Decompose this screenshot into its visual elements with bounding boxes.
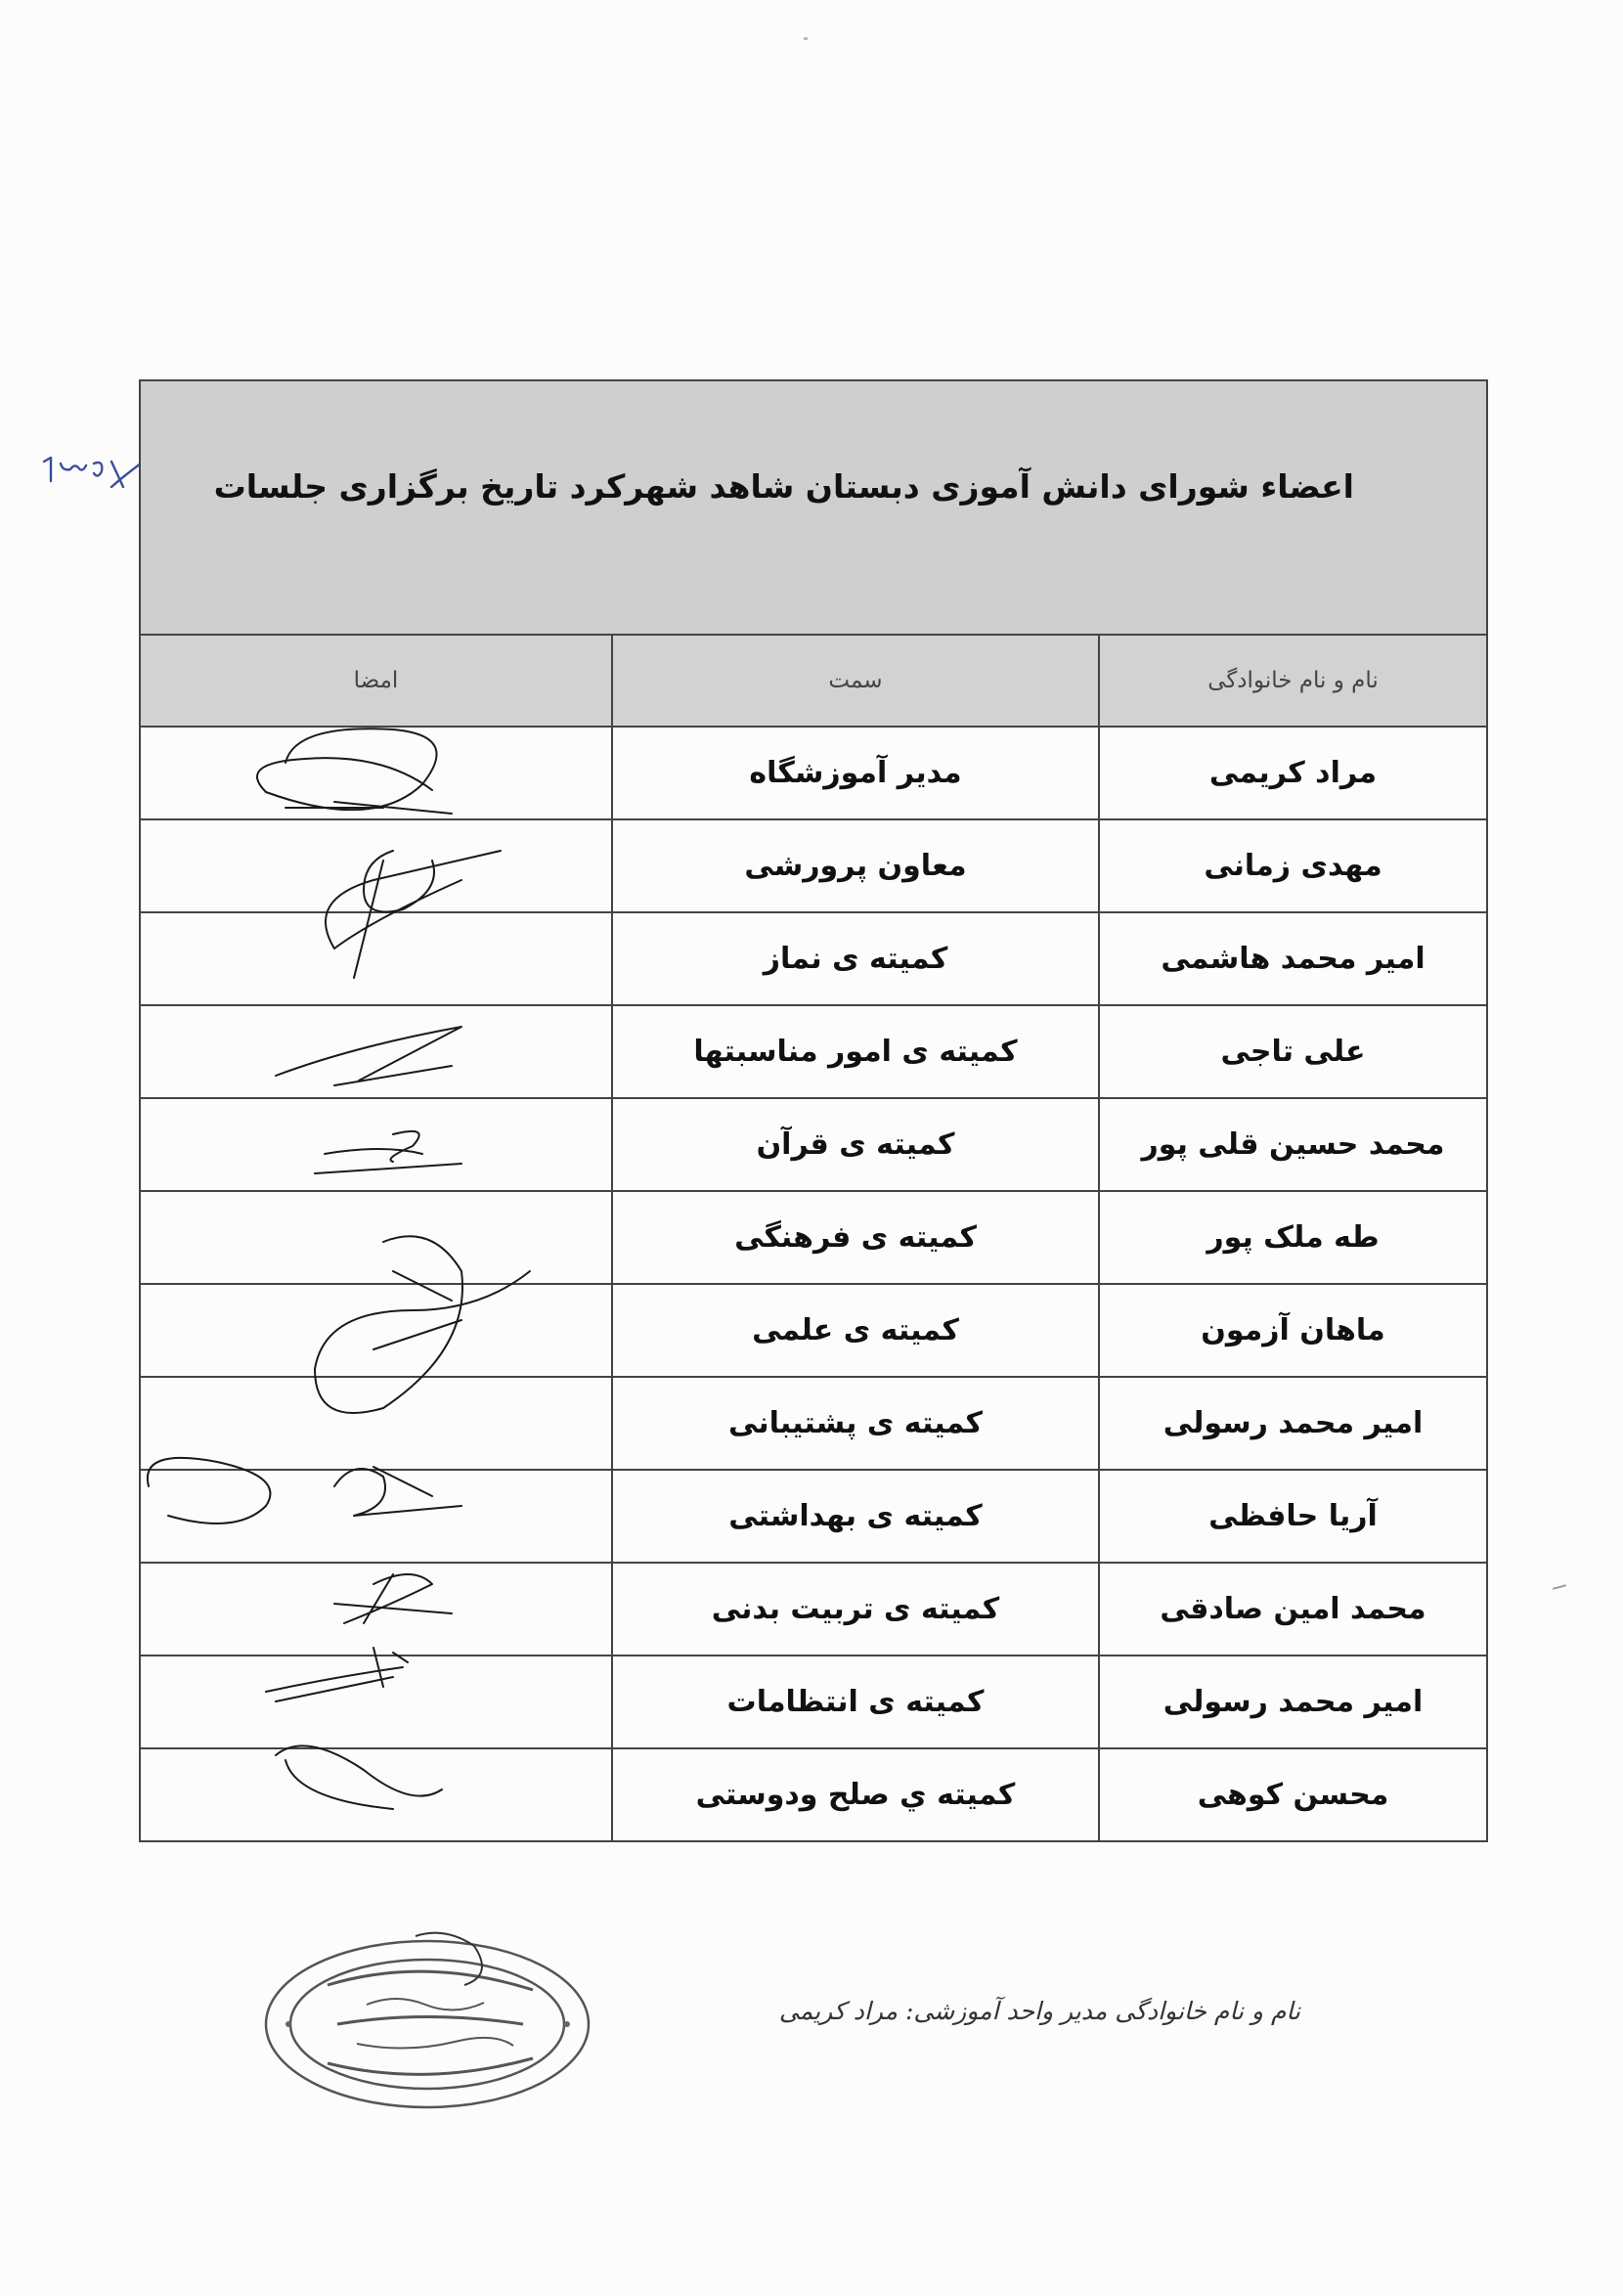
member-role: کمیته ی تربیت بدنی bbox=[612, 1563, 1099, 1656]
member-name: طه ملک پور bbox=[1099, 1191, 1486, 1284]
member-role: کمیته ی بهداشتی bbox=[612, 1470, 1099, 1563]
member-role: کمیته ی پشتیبانی bbox=[612, 1377, 1099, 1470]
member-role: مدیر آموزشگاه bbox=[612, 727, 1099, 819]
signature-cell bbox=[141, 1191, 612, 1284]
scan-dot bbox=[804, 37, 808, 40]
official-stamp bbox=[259, 1917, 596, 2137]
signature-cell bbox=[141, 819, 612, 912]
table-row bbox=[141, 1470, 1486, 1563]
signature-cell bbox=[141, 1005, 612, 1098]
member-name: ماهان آزمون bbox=[1099, 1284, 1486, 1377]
table-row bbox=[141, 1191, 1486, 1284]
member-role: کمیته ی امور مناسبتها bbox=[612, 1005, 1099, 1098]
members-sheet bbox=[139, 379, 1488, 1842]
table-row bbox=[141, 1748, 1486, 1840]
signature-cell bbox=[141, 1098, 612, 1191]
member-name: مراد کریمی bbox=[1099, 727, 1486, 819]
member-name: امیر محمد هاشمی bbox=[1099, 912, 1486, 1005]
member-name: محمد امین صادقی bbox=[1099, 1563, 1486, 1656]
member-role: کمیته ی نماز bbox=[612, 912, 1099, 1005]
table-row bbox=[141, 1284, 1486, 1377]
table-row bbox=[141, 1656, 1486, 1748]
signature-cell bbox=[141, 1656, 612, 1748]
member-role: کمیته ي صلح ودوستی bbox=[612, 1748, 1099, 1840]
signature-cell bbox=[141, 1284, 612, 1377]
principal-line: نام و نام خانوادگی مدیر واحد آموزشی: مراد کریمی bbox=[778, 1997, 1300, 2025]
member-name: محسن کوهی bbox=[1099, 1748, 1486, 1840]
column-header-role: سمت bbox=[612, 636, 1099, 727]
signature-cell bbox=[141, 1377, 612, 1470]
member-role: کمیته ی انتظامات bbox=[612, 1656, 1099, 1748]
scan-dash bbox=[1553, 1584, 1566, 1590]
signature-cell bbox=[141, 1470, 612, 1563]
table-row bbox=[141, 1563, 1486, 1656]
table-row bbox=[141, 819, 1486, 912]
signature-cell bbox=[141, 912, 612, 1005]
table-row bbox=[141, 1377, 1486, 1470]
table-header-row bbox=[141, 636, 1486, 727]
member-role: معاون پرورشی bbox=[612, 819, 1099, 912]
member-name: امیر محمد رسولی bbox=[1099, 1656, 1486, 1748]
signature-cell bbox=[141, 727, 612, 819]
column-header-signature: امضا bbox=[141, 636, 612, 727]
member-role: کمیته ی قرآن bbox=[612, 1098, 1099, 1191]
table-row bbox=[141, 727, 1486, 819]
member-name: مهدی زمانی bbox=[1099, 819, 1486, 912]
table-row bbox=[141, 912, 1486, 1005]
title-row bbox=[141, 381, 1486, 636]
column-header-name: نام و نام خانوادگی bbox=[1099, 636, 1486, 727]
member-role: کمیته ی علمی bbox=[612, 1284, 1099, 1377]
member-name: محمد حسین قلی پور bbox=[1099, 1098, 1486, 1191]
page-title: اعضاء شورای دانش آموزی دبستان شاهد شهرکرد تاریخ برگزاری جلسات bbox=[213, 467, 1354, 506]
table-row bbox=[141, 1098, 1486, 1191]
member-name: علی تاجی bbox=[1099, 1005, 1486, 1098]
member-role: کمیته ی فرهنگی bbox=[612, 1191, 1099, 1284]
members-table bbox=[141, 636, 1486, 1840]
member-name: آریا حافظی bbox=[1099, 1470, 1486, 1563]
signature-cell bbox=[141, 1748, 612, 1840]
member-name: امیر محمد رسولی bbox=[1099, 1377, 1486, 1470]
table-row bbox=[141, 1005, 1486, 1098]
signature-cell bbox=[141, 1563, 612, 1656]
